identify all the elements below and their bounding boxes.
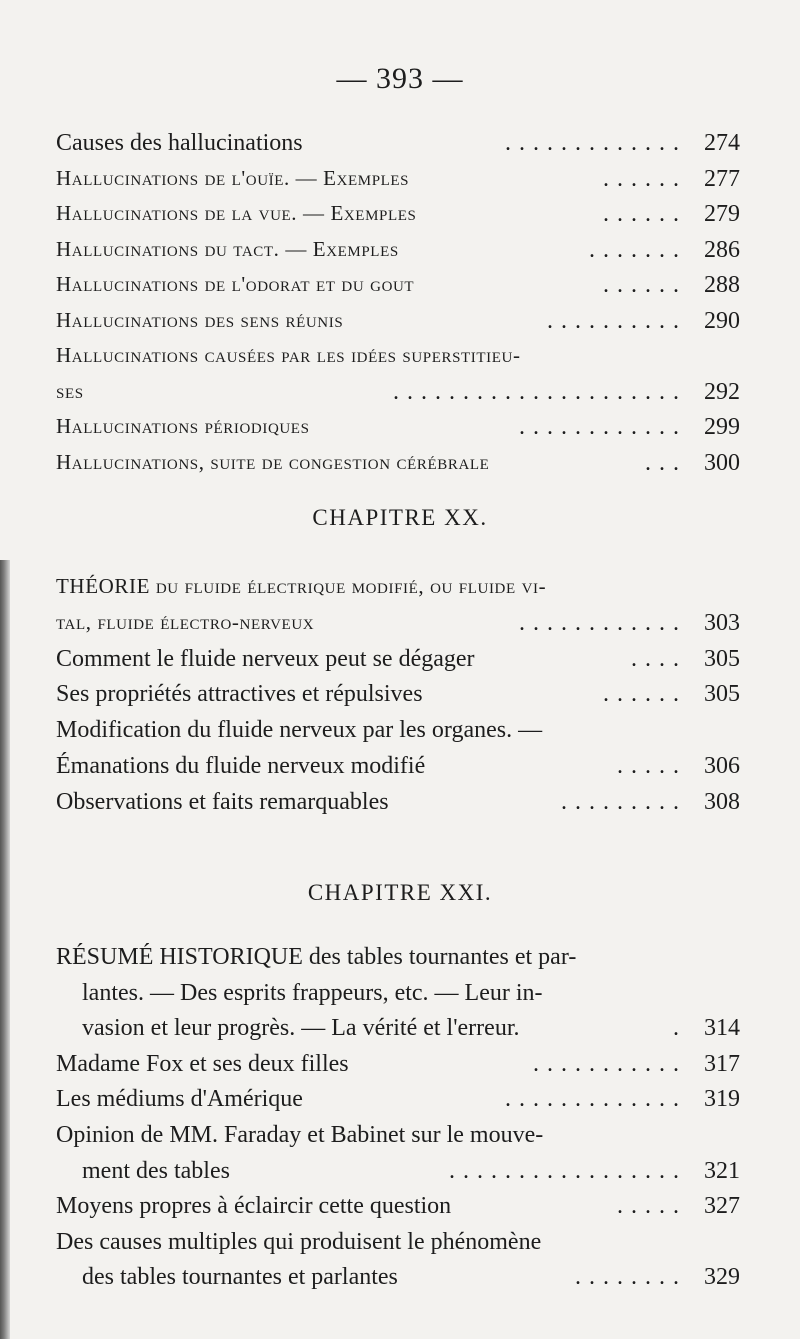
toc-page-number: 319 (704, 1086, 740, 1113)
toc-leader-dots: . . . . . . . . . . . . . . . . . (449, 1157, 680, 1184)
toc-page-number: 299 (704, 414, 740, 440)
toc-entry (56, 272, 740, 304)
toc-entry (56, 1264, 740, 1296)
toc-leader-dots: . . . . (631, 645, 680, 672)
toc-page-number: 329 (704, 1264, 740, 1291)
toc-entry-title: ment des tables (82, 1157, 230, 1184)
toc-entry (56, 237, 740, 269)
toc-entry-title: Les médiums d'Amérique (56, 1086, 303, 1113)
toc-leader-dots: . . . . . . . . . . . . . (505, 130, 680, 156)
chapter-xxi-heading: CHAPITRE XXI. (307, 880, 493, 905)
page-number: — 393 — (336, 62, 464, 95)
toc-entry-title: des tables tournantes et parlantes (82, 1264, 398, 1291)
toc-entry-title: Émanations du fluide nerveux modifié (56, 753, 426, 779)
toc-entry (56, 1051, 740, 1083)
toc-entry-title: Hallucinations causées par les idées superstitieu- (56, 343, 521, 367)
toc-entry-title: Hallucinations de l'odorat et du gout (56, 272, 415, 296)
toc-entry (56, 574, 740, 606)
toc-leader-dots: . . . (645, 449, 680, 476)
toc-entry (56, 717, 740, 749)
toc-entry-title: Observations et faits remarquables (56, 788, 389, 815)
toc-leader-dots: . . . . . . . . . . . . . . . . . . . . . (393, 378, 680, 405)
toc-entry (56, 1229, 740, 1261)
toc-entry (56, 610, 740, 642)
toc-leader-dots: . . . . . . (603, 272, 680, 298)
toc-entry (56, 343, 740, 375)
toc-leader-dots: . . . . . . (603, 165, 680, 192)
toc-entry (56, 1086, 740, 1118)
toc-entry (56, 646, 740, 678)
toc-entry-title: lantes. — Des esprits frappeurs, etc. — Leur in- (82, 979, 543, 1006)
toc-entry (56, 379, 740, 411)
toc-entry (56, 450, 740, 482)
toc-page-number: 300 (704, 449, 740, 476)
toc-entry (56, 308, 740, 340)
toc-entry (56, 1193, 740, 1225)
toc-page-number: 321 (704, 1157, 740, 1184)
toc-entry-title: Moyens propres à éclaircir cette question (56, 1193, 452, 1220)
toc-entry-title: THÉORIE du fluide électrique modifié, ou fluide vi- (56, 574, 547, 598)
toc-page-number: 288 (704, 272, 740, 298)
toc-entry-title: Hallucinations périodiques (56, 414, 310, 438)
toc-entry-title: Opinion de MM. Faraday et Babinet sur le mouve- (56, 1122, 544, 1148)
toc-entry-title: Hallucinations des sens réunis (56, 307, 344, 332)
toc-leader-dots: . . . . . . . (589, 236, 680, 263)
toc-entry (56, 1015, 740, 1047)
toc-entry-title: Hallucinations de la vue. — Exemples (56, 201, 417, 225)
toc-page-number: 292 (704, 378, 740, 405)
toc-page-number: 290 (704, 307, 740, 334)
toc-entry (56, 944, 740, 976)
toc-leader-dots: . . . . . . . . (575, 1264, 680, 1291)
toc-leader-dots: . . . . . . . . . . (547, 307, 680, 334)
toc-page-number: 305 (704, 681, 740, 708)
toc-leader-dots: . . . . . . . . . . . . . (505, 1086, 680, 1113)
toc-leader-dots: . . . . . . (603, 681, 680, 708)
toc-entry-title: Ses propriétés attractives et répulsives (56, 681, 423, 708)
toc-page-number: 279 (704, 201, 740, 227)
toc-leader-dots: . . . . . . (603, 201, 680, 227)
toc-entry-title: Hallucinations de l'ouïe. — Exemples (56, 165, 410, 190)
toc-entry (56, 789, 740, 821)
toc-entry-title: Comment le fluide nerveux peut se dégager (56, 645, 475, 672)
toc-entry-title: Modification du fluide nerveux par les organes. — (56, 717, 543, 744)
toc-leader-dots: . . . . . . . . . . . (533, 1050, 680, 1077)
toc-page-number: 303 (704, 609, 740, 636)
toc-entry-title: RÉSUMÉ HISTORIQUE des tables tournantes et par- (56, 944, 577, 970)
toc-entry-title: Hallucinations, suite de congestion cérébrale (56, 449, 490, 474)
toc-page-number: 314 (704, 1015, 740, 1042)
toc-page-number: 308 (704, 788, 740, 815)
toc-entry-title: Madame Fox et ses deux filles (56, 1050, 349, 1077)
toc-entry-title: ses (56, 378, 84, 403)
toc-leader-dots: . . . . . (617, 1193, 680, 1220)
toc-leader-dots: . (673, 1015, 680, 1042)
toc-page-number: 306 (704, 753, 740, 779)
toc-entry-title: Causes des hallucinations (56, 130, 303, 156)
toc-leader-dots: . . . . . . . . . . . . (519, 609, 680, 636)
toc-page-number: 277 (704, 165, 740, 192)
toc-entry (56, 753, 740, 785)
toc-entry (56, 681, 740, 713)
toc-entry-title: Des causes multiples qui produisent le phénomène (56, 1228, 542, 1255)
toc-entry (56, 414, 740, 446)
toc-page-number: 327 (704, 1193, 740, 1220)
toc-leader-dots: . . . . . (617, 753, 680, 779)
toc-entry (56, 1158, 740, 1190)
toc-page-number: 286 (704, 236, 740, 263)
toc-entry (56, 166, 740, 198)
toc-entry (56, 201, 740, 233)
toc-entry (56, 980, 740, 1012)
toc-page-number: 274 (704, 130, 740, 156)
chapter-xx-heading: CHAPITRE XX. (312, 505, 488, 530)
toc-leader-dots: . . . . . . . . . . . . (519, 414, 680, 440)
toc-entry-title: Hallucinations du tact. — Exemples (56, 236, 399, 261)
toc-entry (56, 130, 740, 162)
toc-entry (56, 1122, 740, 1154)
toc-leader-dots: . . . . . . . . . (561, 788, 680, 815)
toc-page-number: 317 (704, 1050, 740, 1077)
page-binding-shadow (0, 560, 10, 1339)
toc-entry-title: tal, fluide électro-nerveux (56, 609, 315, 634)
toc-page-number: 305 (704, 645, 740, 672)
toc-entry-title: vasion et leur progrès. — La vérité et l'erreur. (82, 1015, 520, 1042)
